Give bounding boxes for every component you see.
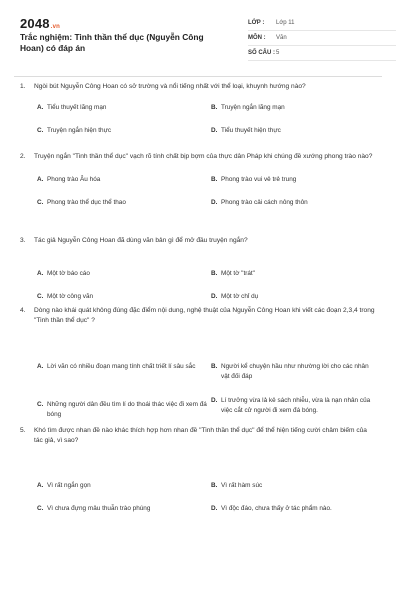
option-a[interactable]: [37, 175, 197, 185]
option-letter: B.: [211, 363, 218, 370]
header-divider: [14, 76, 382, 77]
option-letter: A.: [37, 104, 44, 111]
logo-text: 2048: [20, 16, 50, 31]
worksheet-title: Trắc nghiệm: Tinh thần thể dục (Nguyễn Công Hoan) có đáp án: [20, 32, 204, 53]
option-text: Vì rất hàm súc: [221, 482, 263, 489]
meta-value: Lớp 11: [276, 20, 295, 26]
option-c[interactable]: [37, 504, 202, 514]
option-a[interactable]: [37, 362, 207, 372]
option-letter: D.: [211, 505, 218, 512]
question-text: Dòng nào khái quát không đúng đặc điểm nội dung, nghệ thuật của Nguyễn Công Hoan khi viết các đoạn 2,3,4 trong "Tinh thần thể dục" ?: [34, 307, 375, 324]
option-d[interactable]: [211, 292, 376, 302]
meta-value: 5: [276, 50, 280, 56]
question-stem: [20, 236, 376, 246]
option-text: Tiểu thuyết hiện thực: [221, 127, 281, 134]
option-text: Lời văn có nhiều đoạn mang tính chất triết lí sâu sắc: [47, 363, 196, 370]
option-text: Vì rất ngắn gọn: [47, 482, 91, 489]
option-text: Lí trưởng vừa lả kẻ sách nhiễu, vừa là nạn nhân của việc cắt cử người đi xem đá bóng.: [221, 397, 371, 414]
option-letter: B.: [211, 176, 218, 183]
option-text: Một tờ công văn: [47, 293, 94, 300]
option-d[interactable]: [211, 198, 376, 208]
question-3: [20, 236, 376, 300]
option-b[interactable]: [211, 269, 376, 279]
question-text: Tác giả Nguyễn Công Hoan đã dùng văn bản gì để mở đầu truyện ngắn?: [34, 237, 248, 244]
option-text: Những người dân đều tìm lí do thoái thác việc đi xem đá bóng: [47, 401, 207, 418]
worksheet-header: [20, 12, 386, 70]
option-letter: D.: [211, 199, 218, 206]
option-letter: B.: [211, 482, 218, 489]
question-stem: [20, 152, 376, 162]
question-5: [20, 426, 376, 512]
option-letter: D.: [211, 293, 218, 300]
option-a[interactable]: [37, 481, 202, 491]
question-4: [20, 306, 376, 418]
question-stem: [20, 306, 376, 326]
meta-row-class: [248, 16, 396, 31]
question-text: Ngòi bút Nguyễn Công Hoan có sở trường và nổi tiếng nhất với thể loại, khuynh hướng nào?: [34, 83, 306, 90]
logo-tld: .vn: [50, 24, 61, 30]
option-text: Vì chưa đựng mâu thuẫn trào phúng: [47, 505, 151, 512]
question-number: 2.: [20, 153, 26, 160]
option-c[interactable]: [37, 198, 197, 208]
question-text: Khó tìm được nhan đề nào khác thích hợp hơn nhan đề "Tinh thần thể dục" để thể hiện tiếng cười châm biếm của tác giả, vì sao?: [34, 427, 367, 444]
option-text: Một tờ báo cáo: [47, 270, 90, 277]
question-stem: [20, 426, 376, 446]
meta-value: Văn: [276, 35, 287, 41]
option-d[interactable]: [211, 396, 376, 415]
meta-row-subject: [248, 31, 396, 46]
option-letter: A.: [37, 363, 44, 370]
option-letter: A.: [37, 270, 44, 277]
question-2: [20, 152, 376, 206]
question-number: 3.: [20, 237, 26, 244]
option-b[interactable]: [211, 175, 376, 185]
question-number: 5.: [20, 427, 26, 434]
option-letter: C.: [37, 127, 44, 134]
option-letter: B.: [211, 104, 218, 111]
option-letter: C.: [37, 293, 44, 300]
meta-key: SỐ CÂU :: [248, 50, 275, 56]
option-text: Phong trào thể dục thể thao: [47, 199, 126, 206]
option-a[interactable]: [37, 103, 197, 113]
option-letter: C.: [37, 199, 44, 206]
meta-key: MÔN :: [248, 35, 266, 41]
option-text: Người kể chuyện hầu như nhường lời cho các nhân vật đối đáp: [221, 363, 369, 380]
option-letter: C.: [37, 505, 44, 512]
question-number: 1.: [20, 83, 26, 90]
option-text: Phong trào Âu hóa: [47, 176, 101, 183]
question-text: Truyện ngắn "Tinh thần thể dục" vạch rõ tính chất bịp bợm của thực dân Pháp khi chúng đề xướng phong trào nào?: [34, 153, 373, 160]
option-letter: A.: [37, 482, 44, 489]
option-letter: D.: [211, 127, 218, 134]
option-d[interactable]: [211, 126, 376, 136]
question-stem: [20, 82, 376, 92]
option-c[interactable]: [37, 400, 207, 419]
option-text: Phong trào cải cách nông thôn: [221, 199, 308, 206]
worksheet-meta: [248, 16, 396, 61]
meta-key: LỚP :: [248, 20, 265, 26]
option-text: Truyện ngắn hiện thực: [47, 127, 112, 134]
option-text: Một tờ chỉ dụ: [221, 293, 259, 300]
option-a[interactable]: [37, 269, 197, 279]
option-text: Phong trào vui vẻ trẻ trung: [221, 176, 297, 183]
option-b[interactable]: [211, 481, 376, 491]
option-text: Tiểu thuyết lãng mạn: [47, 104, 107, 111]
question-number: 4.: [20, 307, 26, 314]
option-b[interactable]: [211, 362, 376, 381]
option-letter: D.: [211, 397, 218, 404]
option-text: Truyện ngắn lãng mạn: [221, 104, 285, 111]
option-text: Một tờ "trát": [221, 270, 255, 277]
option-c[interactable]: [37, 292, 197, 302]
option-b[interactable]: [211, 103, 376, 113]
option-c[interactable]: [37, 126, 197, 136]
option-letter: A.: [37, 176, 44, 183]
option-letter: B.: [211, 270, 218, 277]
meta-row-question-count: [248, 46, 396, 61]
option-d[interactable]: [211, 504, 376, 514]
option-text: Vì độc đáo, chưa thấy ở tác phẩm nào.: [221, 505, 332, 512]
question-1: [20, 82, 376, 134]
site-logo[interactable]: [20, 16, 60, 31]
option-letter: C.: [37, 401, 44, 408]
